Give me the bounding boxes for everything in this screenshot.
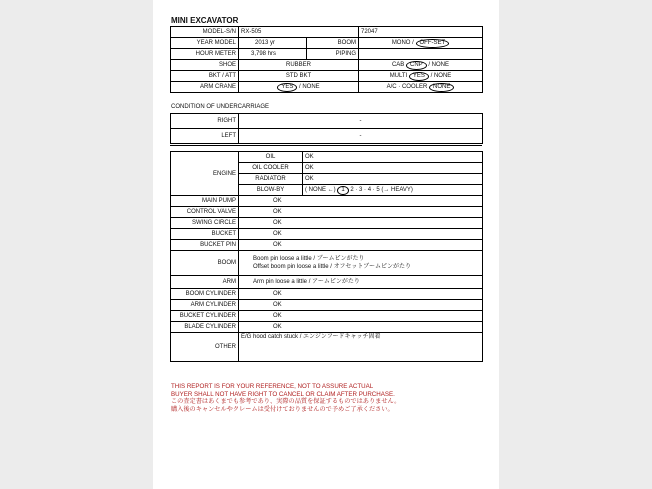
report-page bbox=[153, 0, 499, 489]
year-row bbox=[171, 38, 483, 49]
armcrane-none: NONE bbox=[302, 84, 320, 90]
oil-label: OIL bbox=[239, 152, 303, 163]
armcrane-value: YES / NONE bbox=[239, 82, 359, 93]
cylinder-label: BUCKET CYLINDER bbox=[171, 311, 239, 322]
shoe-value: RUBBER bbox=[239, 60, 359, 71]
blowby-none: ( NONE ←) bbox=[305, 187, 336, 193]
divider-line bbox=[170, 145, 482, 146]
check-value: OK bbox=[239, 240, 483, 251]
ac-none-selected: NONE bbox=[429, 83, 454, 92]
shoe-row bbox=[171, 60, 483, 71]
hour-row bbox=[171, 49, 483, 60]
cylinder-row bbox=[171, 289, 483, 300]
uc-left-value: - bbox=[239, 129, 483, 144]
check-row bbox=[171, 229, 483, 240]
undercarriage-title: CONDITION OF UNDERCARRIAGE bbox=[171, 104, 270, 110]
check-value: OK bbox=[239, 218, 483, 229]
check-row bbox=[171, 240, 483, 251]
ac-label: A/C · COOLER bbox=[386, 84, 428, 90]
multi-value: MULTI YES / NONE bbox=[359, 71, 483, 82]
ac-value bbox=[359, 82, 483, 93]
check-label: MAIN PUMP bbox=[171, 196, 239, 207]
bkt-label: BKT / ATT bbox=[171, 71, 239, 82]
blowby-scale: 2 · 3 · 4 · 5 (→ HEAVY) bbox=[350, 187, 413, 193]
report-title: MINI EXCAVATOR bbox=[171, 16, 239, 25]
oil-value: OK bbox=[303, 152, 483, 163]
piping-label: PIPING bbox=[307, 49, 359, 60]
model-label: MODEL-S/N bbox=[171, 27, 239, 38]
check-label: CONTROL VALVE bbox=[171, 207, 239, 218]
uc-right-label: RIGHT bbox=[171, 114, 239, 129]
oil-cooler-value: OK bbox=[303, 163, 483, 174]
notice-line-1: THIS REPORT IS FOR YOUR REFERENCE, NOT TO ASSURE ACTUAL bbox=[171, 383, 374, 390]
uc-right-row bbox=[171, 114, 483, 129]
blowby-selected: 1 bbox=[337, 186, 348, 195]
hour-label: HOUR METER bbox=[171, 49, 239, 60]
engine-oil-row bbox=[171, 152, 483, 163]
cylinder-label: ARM CYLINDER bbox=[171, 300, 239, 311]
model-row bbox=[171, 27, 483, 38]
armcrane-row bbox=[171, 82, 483, 93]
cab-none: NONE bbox=[431, 62, 450, 68]
hour-value: 3,798 hrs bbox=[239, 49, 307, 60]
model-value: RX-505 bbox=[239, 27, 359, 38]
uc-right-value: - bbox=[239, 114, 483, 129]
other-value: E/G hood catch stuck / エンジンフードキャッチ固着 bbox=[239, 333, 483, 362]
arm-value: Arm pin loose a little / アームピンがたり bbox=[239, 276, 483, 289]
boom-note-1: Boom pin loose a little / ブームピンがたり bbox=[253, 256, 365, 262]
cylinder-value: OK bbox=[239, 300, 483, 311]
boom-type-value: MONO / OFF-SET bbox=[359, 38, 483, 49]
boom-mono: MONO bbox=[391, 40, 411, 46]
machine-info-table bbox=[170, 26, 483, 93]
boom-row bbox=[171, 251, 483, 276]
serial-value: 72047 bbox=[359, 27, 483, 38]
radiator-label: RADIATOR bbox=[239, 174, 303, 185]
cylinder-label: BOOM CYLINDER bbox=[171, 289, 239, 300]
boom-value bbox=[239, 251, 483, 276]
check-row bbox=[171, 218, 483, 229]
check-label: SWING CIRCLE bbox=[171, 218, 239, 229]
cab-label: CAB bbox=[391, 62, 405, 68]
cylinder-value: OK bbox=[239, 289, 483, 300]
blowby-value bbox=[303, 185, 483, 196]
multi-label: MULTI bbox=[389, 73, 408, 79]
notice-line-4: 購入後のキャンセルやクレームは受付けておりませんので予めご了承ください。 bbox=[171, 405, 394, 413]
bkt-row bbox=[171, 71, 483, 82]
other-label: OTHER bbox=[171, 333, 239, 362]
cylinder-value: OK bbox=[239, 322, 483, 333]
shoe-label: SHOE bbox=[171, 60, 239, 71]
notice-line-3: この査定書はあくまでも参考であり、実際の品質を保証するものではありません。 bbox=[171, 398, 401, 405]
engine-label: ENGINE bbox=[171, 152, 239, 196]
multi-none: NONE bbox=[433, 73, 452, 79]
cylinder-label: BLADE CYLINDER bbox=[171, 322, 239, 333]
year-label: YEAR MODEL bbox=[171, 38, 239, 49]
cylinder-value: OK bbox=[239, 311, 483, 322]
disclaimer-notice bbox=[171, 383, 400, 413]
year-value: 2013 yr bbox=[239, 38, 307, 49]
cylinder-row bbox=[171, 311, 483, 322]
notice-line-2: BUYER SHALL NOT HAVE RIGHT TO CANCEL OR CLAIM AFTER PURCHASE. bbox=[171, 390, 395, 398]
armcrane-yes-selected: YES bbox=[277, 83, 297, 92]
boom-label: BOOM bbox=[171, 251, 239, 276]
uc-left-row bbox=[171, 129, 483, 144]
oil-cooler-label: OIL COOLER bbox=[239, 163, 303, 174]
arm-label: ARM bbox=[171, 276, 239, 289]
uc-left-label: LEFT bbox=[171, 129, 239, 144]
blowby-label: BLOW-BY bbox=[239, 185, 303, 196]
cylinder-row bbox=[171, 300, 483, 311]
check-value: OK bbox=[239, 229, 483, 240]
undercarriage-table bbox=[170, 113, 483, 144]
check-value: OK bbox=[239, 196, 483, 207]
cab-canopy-selected: CNP bbox=[406, 61, 427, 70]
cylinder-row bbox=[171, 322, 483, 333]
boom-offset-selected: OFF-SET bbox=[416, 39, 450, 48]
check-row bbox=[171, 196, 483, 207]
arm-row bbox=[171, 276, 483, 289]
multi-yes-selected: YES bbox=[409, 72, 429, 81]
check-label: BUCKET bbox=[171, 229, 239, 240]
check-row bbox=[171, 207, 483, 218]
boom-type-label: BOOM bbox=[307, 38, 359, 49]
radiator-value: OK bbox=[303, 174, 483, 185]
check-label: BUCKET PIN bbox=[171, 240, 239, 251]
inspection-table bbox=[170, 151, 483, 362]
other-row bbox=[171, 333, 483, 362]
piping-value bbox=[359, 49, 483, 60]
armcrane-label: ARM CRANE bbox=[171, 82, 239, 93]
bkt-value: STD BKT bbox=[239, 71, 359, 82]
boom-note-2: Offset boom pin loose a little / オフセットブームピンがたり bbox=[253, 264, 411, 270]
cab-value: CAB CNP / NONE bbox=[359, 60, 483, 71]
check-value: OK bbox=[239, 207, 483, 218]
